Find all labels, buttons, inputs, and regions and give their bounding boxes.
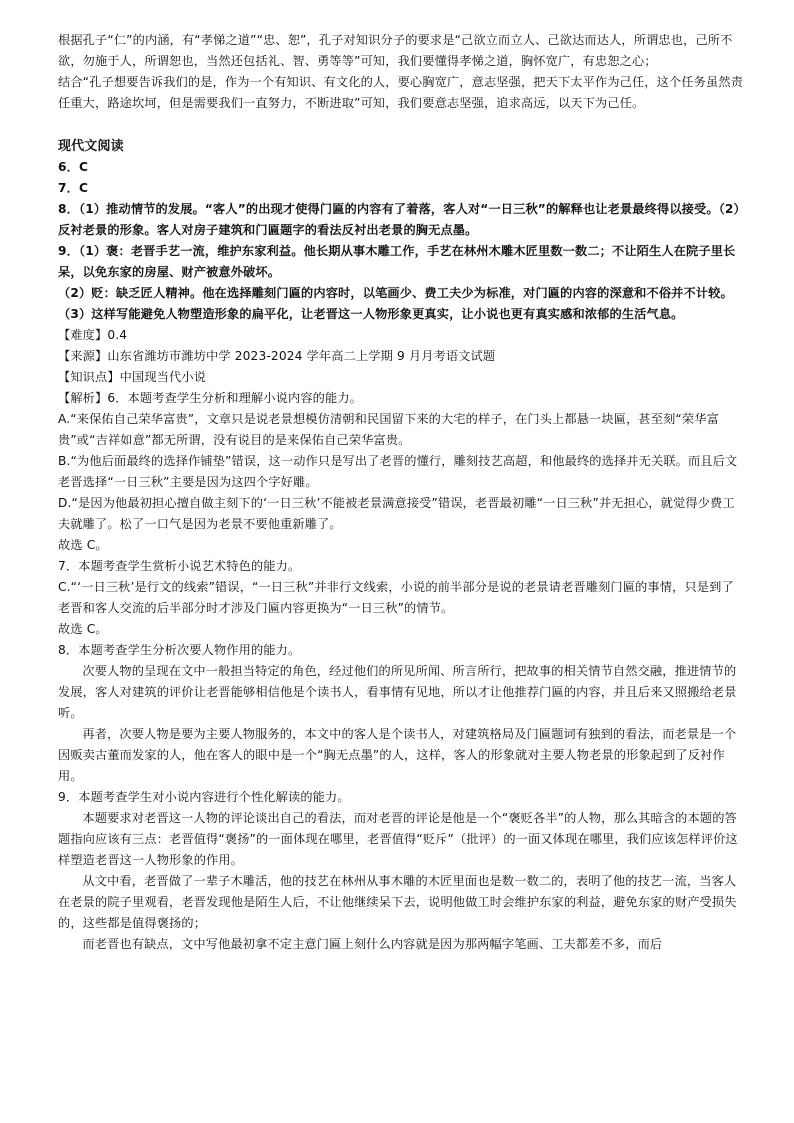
analysis-9-paragraph-1: 本题要求对老晋这一人物的评论谈出自己的看法，而对老晋的评论是他是一个“褒贬各半”的人物，那么其暗含的本题的答题指向应该有三点：老晋值得“褒扬”的一面体现在哪里，老晋值得“贬斥”（批评）的一面又体现在哪里，我们应该怎样评价这样塑造老晋这一人物形象的作用。 <box>58 811 738 867</box>
analysis-7-answer: 故选 C。 <box>58 622 108 636</box>
intro-paragraph-1: 根据孔子“仁”的内涵，有“孝悌之道”“忠、恕”，孔子对知识分子的要求是“己欲立而立人、己欲达而达人，所谓忠也，己所不欲，勿施于人，所谓恕也，当然还包括礼、智、勇等等”可知，我们要懂得孝悌之道，胸怀宽广，有忠恕之心； <box>58 33 733 68</box>
analysis-7-intro: 7．本题考查学生赏析小说艺术特色的能力。 <box>58 559 301 573</box>
knowledge-point-label: 【知识点】中国现当代小说 <box>58 370 207 384</box>
analysis-6-intro: 【解析】6．本题考查学生分析和理解小说内容的能力。 <box>58 391 363 405</box>
source-label: 【来源】山东省潍坊市潍坊中学 2023-2024 学年高二上学期 9 月月考语文试题 <box>58 349 496 363</box>
analysis-9-paragraph-2: 从文中看，老晋做了一辈子木雕活，他的技艺在林州从事木雕的木匠里面也是数一数二的，表明了他的技艺一流，当客人在老景的院子里观看，老晋发现他是陌生人后，不让他继续呆下去，说明他做工时会维护东家的利益，避免东家的财产受损失的，这些都是值得褒扬的； <box>58 874 737 930</box>
analysis-6-option-d: D.“是因为他最初担心擅自做主刻下的‘一日三秋’不能被老景满意接受”错误，老晋最初雕“一日三秋”并无担心，就觉得少费工夫就雕了。松了一口气是因为老景不要他重新雕了。 <box>58 496 735 531</box>
analysis-6-answer: 故选 C。 <box>58 538 108 552</box>
analysis-8-paragraph-2: 再者，次要人物是要为主要人物服务的，本文中的客人是个读书人，对建筑格局及门匾题词有独到的看法，而老景是一个因贩卖古董而发家的人，他在客人的眼中是一个“胸无点墨”的人，这样，客人的形象就对主要人物老景的形象起到了反衬作用。 <box>58 727 737 783</box>
section-title: 现代文阅读 <box>58 139 124 154</box>
analysis-8-intro: 8．本题考查学生分析次要人物作用的能力。 <box>58 643 301 657</box>
analysis-7-option-c: C.“‘一日三秋’是行文的线索”错误，“一日三秋”并非行文线索，小说的前半部分是说的老景请老晋雕刻门匾的事情，只是到了老晋和客人交流的后半部分时才涉及门匾内容更换为“一日三秋”的情节。 <box>58 580 734 615</box>
answer-7: 7．C <box>58 181 89 195</box>
intro-paragraph-2: 结合“孔子想要告诉我们的是，作为一个有知识、有文化的人，要心胸宽广，意志坚强，把天下太平作为己任，这个任务虽然责任重大，路途坎坷，但是需要我们一直努力，不断进取”可知，我们要意志坚强，追求高远，以天下为己任。 <box>58 75 744 110</box>
analysis-9-intro: 9．本题考查学生对小说内容进行个性化解读的能力。 <box>58 790 350 804</box>
analysis-8-paragraph-1: 次要人物的呈现在文中一般担当特定的角色，经过他们的所见所闻、所言所行，把故事的相关情节自然交融，推进情节的发展，客人对建筑的评价让老晋能够相信他是个读书人，看事情有见地，所以才让他推荐门匾的内容，并且后来又照搬给老景听。 <box>58 664 737 720</box>
analysis-6-option-b: B.“为他后面最终的选择作铺垫”错误，这一动作只是写出了老晋的懂行，雕刻技艺高超，和他最终的选择并无关联。而且后文老晋选择“一日三秋”主要是因为这四个字好雕。 <box>58 454 738 489</box>
answer-9-part-3: （3）这样写能避免人物塑造形象的扁平化，让老晋这一人物形象更真实，让小说也更有真实感和浓郁的生活气息。 <box>58 307 684 321</box>
analysis-6-option-a: A.“来保佑自己荣华富贵”，文章只是说老景想模仿清朝和民国留下来的大宅的样子，在门头上都悬一块匾，甚至刻“荣华富贵”或“吉祥如意”都无所谓，没有说目的是来保佑自己荣华富贵。 <box>58 412 719 447</box>
analysis-9-paragraph-3: 而老晋也有缺点，文中写他最初拿不定主意门匾上刻什么内容就是因为那两幅字笔画、工夫都差不多，而后 <box>82 937 663 951</box>
document-page <box>58 30 746 955</box>
answer-9-part-1: 9．（1）褒：老晋手艺一流，维护东家利益。他长期从事木雕工作，手艺在林州木雕木匠里数一数二；不让陌生人在院子里长呆，以免东家的房屋、财产被意外破坏。 <box>58 244 736 279</box>
answer-6: 6．C <box>58 160 89 174</box>
difficulty-label: 【难度】0.4 <box>58 328 128 342</box>
answer-8: 8．（1）推动情节的发展。“客人”的出现才使得门匾的内容有了着落，客人对“一日三秋”的解释也让老景最终得以接受。（2）反衬老景的形象。客人对房子建筑和门匾题字的看法反衬出老景的胸无点墨。 <box>58 202 746 237</box>
answer-9-part-2: （2）贬：缺乏匠人精神。他在选择雕刻门匾的内容时，以笔画少、费工夫少为标准，对门匾的内容的深意和不俗并不计较。 <box>58 286 733 300</box>
